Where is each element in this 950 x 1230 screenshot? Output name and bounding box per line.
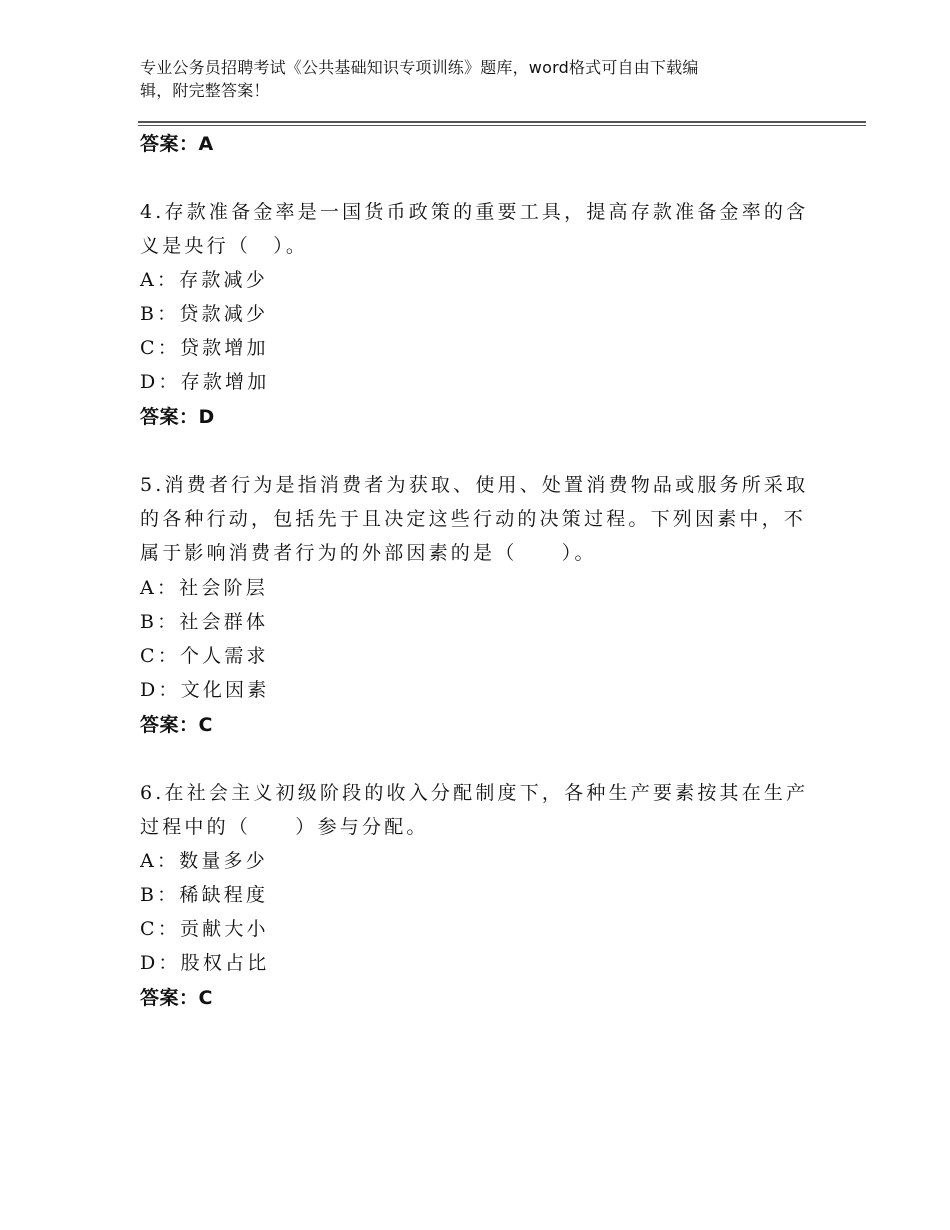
- page-header: [140, 56, 780, 102]
- question-6-option-b: B：稀缺程度: [140, 884, 269, 906]
- question-6-answer: 答案：C: [140, 987, 213, 1009]
- question-5-stem-line-3: 属于影响消费者行为的外部因素的是（ ）。: [140, 542, 597, 564]
- question-4-option-c: C：贷款增加: [140, 337, 269, 359]
- question-5-answer: 答案：C: [140, 714, 213, 736]
- question-4-option-d: D：存款增加: [140, 371, 270, 393]
- question-6-option-a: A：数量多少: [140, 850, 268, 872]
- question-5-option-b: B：社会群体: [140, 611, 269, 633]
- question-4-answer: 答案：D: [140, 406, 215, 428]
- question-4-stem-line-2: 义是央行（ ）。: [140, 235, 309, 257]
- question-6-option-d: D：股权占比: [140, 952, 270, 974]
- header-title-line-2: 辑，附完整答案！: [140, 81, 270, 100]
- question-6-option-c: C：贡献大小: [140, 918, 269, 940]
- question-6-stem-line-1: 6.在社会主义初级阶段的收入分配制度下，各种生产要素按其在生产: [140, 782, 809, 804]
- question-5-option-c: C：个人需求: [140, 645, 269, 667]
- question-5-option-a: A：社会阶层: [140, 577, 268, 599]
- header-title-line-1: 专业公务员招聘考试《公共基础知识专项训练》题库，word格式可自由下载编: [140, 58, 699, 77]
- question-5-stem-line-2: 的各种行动，包括先于且决定这些行动的决策过程。下列因素中，不: [140, 508, 807, 530]
- question-4-stem-line-1: 4.存款准备金率是一国货币政策的重要工具，提高存款准备金率的含: [140, 201, 809, 223]
- question-6-stem-line-2: 过程中的（ ）参与分配。: [140, 816, 429, 838]
- previous-question-answer: 答案：A: [140, 133, 214, 155]
- question-4-option-a: A：存款减少: [140, 269, 268, 291]
- question-4-option-b: B：贷款减少: [140, 303, 269, 325]
- header-divider-thick: [138, 121, 866, 123]
- header-divider-thin: [138, 125, 866, 126]
- question-5-option-d: D：文化因素: [140, 679, 270, 701]
- question-5-stem-line-1: 5.消费者行为是指消费者为获取、使用、处置消费物品或服务所采取: [140, 474, 809, 496]
